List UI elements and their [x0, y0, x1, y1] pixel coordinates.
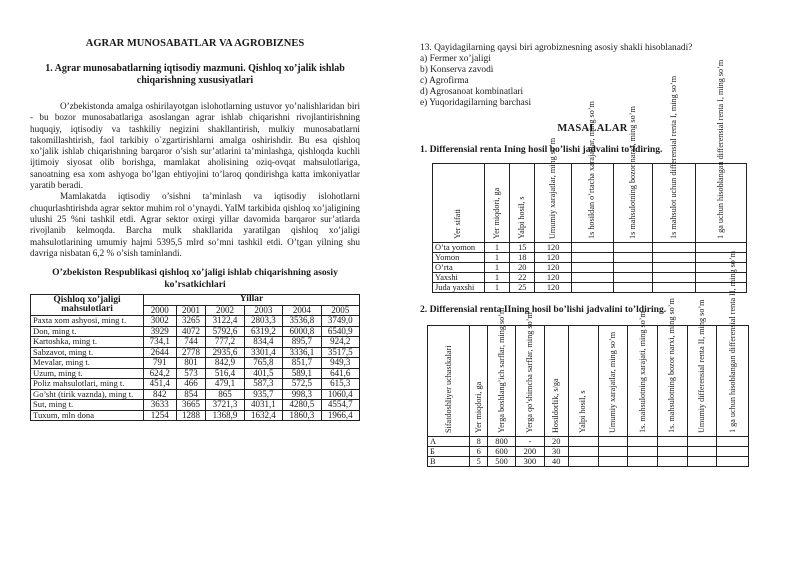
product-name: Poliz mahsulotlari, ming t.: [31, 379, 144, 390]
value-cell: 15: [510, 243, 535, 253]
value-cell: [687, 457, 717, 467]
value-cell: [613, 263, 653, 273]
column-header-label: 1s hosildan o’rtacha xarajatlar, ming so’m: [587, 101, 597, 239]
value-cell: 4031,1: [244, 400, 282, 411]
row-label: A: [428, 437, 470, 447]
quiz-option: a) Fermer xo’jaligi: [420, 54, 491, 64]
value-cell: 572,5: [283, 379, 321, 390]
year-cell: 2001: [176, 305, 206, 316]
value-cell: 4554,7: [321, 400, 359, 411]
value-cell: [628, 457, 658, 467]
table-row: [433, 253, 747, 263]
column-header-label: Yer sifati: [453, 209, 463, 239]
year-cell: 2000: [144, 305, 177, 316]
table-row: [31, 326, 360, 337]
value-cell: 1254: [144, 410, 177, 421]
value-cell: 1060,4: [321, 389, 359, 400]
value-cell: 641,6: [321, 368, 359, 379]
value-cell: 5792,6: [206, 326, 244, 337]
value-cell: [613, 283, 653, 293]
table-row: [31, 379, 360, 390]
value-cell: [696, 243, 747, 253]
paragraph-growth: Mamlakatda iqtisodiy o’sishni ta’minlash va iqtisodiy islohotlarni chuqurlashtirishda agrar sektor muhim rol o’ynaydi. YaIM tarkibida qishloq xo’jaligining ulushi 25 %ni tashkil etdi. Agrar sektor oxirgi yillar davomida barqaror sur’atlarda rivojlanib kelmoqda. Barcha mulk shakllarida yaratilgan qishloq xo’jaligi mahsulotlarining umumiy hajmi 5395,5 mlrd so’mni tashkil etdi. O’tgan yilning shu davriga nisbatan 6,2 % o’sish taminlandi.: [30, 191, 360, 258]
value-cell: 20: [544, 437, 568, 447]
value-cell: 895,7: [283, 337, 321, 348]
header-row: [433, 164, 747, 243]
value-cell: 20: [510, 263, 535, 273]
value-cell: 1632,4: [244, 410, 282, 421]
left-column: [30, 38, 360, 421]
document-title: AGRAR MUNOSABATLAR VA AGROBIZNES: [85, 38, 305, 49]
value-cell: [568, 457, 598, 467]
value-cell: 1: [484, 243, 509, 253]
value-cell: 744: [176, 337, 206, 348]
column-header-label: Umumiy xarajatlar, ming so’m: [548, 137, 558, 239]
value-cell: [687, 447, 717, 457]
value-cell: 3517,5: [321, 347, 359, 358]
value-cell: [571, 263, 613, 273]
value-cell: [653, 273, 696, 283]
column-header: [428, 326, 470, 437]
value-cell: 851,7: [283, 358, 321, 369]
table-row: [31, 400, 360, 411]
production-table-body: [31, 316, 360, 421]
row-label: Yomon: [433, 253, 485, 263]
value-cell: 998,3: [283, 389, 321, 400]
value-cell: 1368,9: [206, 410, 244, 421]
value-cell: 1: [484, 273, 509, 283]
column-header: [484, 164, 509, 243]
task1-title: 1. Differensial renta Ining hosil bo’lishi jadvalini to’ldiring.: [420, 144, 663, 155]
value-cell: 834,4: [244, 337, 282, 348]
value-cell: [696, 263, 747, 273]
column-header: [544, 326, 568, 437]
value-cell: 734,1: [144, 337, 177, 348]
value-cell: 3633: [144, 400, 177, 411]
table-row: [433, 283, 747, 293]
column-header: [696, 59, 747, 243]
value-cell: [696, 253, 747, 263]
row-label: O’ta yomon: [433, 243, 485, 253]
table-row: [433, 243, 747, 253]
value-cell: [657, 447, 687, 457]
year-cell: 2004: [283, 305, 321, 316]
value-cell: 5: [470, 457, 487, 467]
value-cell: 624,2: [144, 368, 177, 379]
value-cell: 1: [484, 283, 509, 293]
value-cell: 3749,0: [321, 316, 359, 327]
value-cell: [657, 457, 687, 467]
value-cell: 3536,8: [283, 316, 321, 327]
value-cell: 6000,8: [283, 326, 321, 337]
value-cell: 600: [487, 447, 515, 457]
value-cell: [717, 437, 749, 447]
column-header-label: Yer miqdori, ga: [473, 381, 483, 433]
value-cell: 854: [176, 389, 206, 400]
quiz-option: d) Agrosanoat kombinatlari: [420, 87, 524, 97]
value-cell: 120: [535, 253, 571, 263]
value-cell: 8: [470, 437, 487, 447]
column-header: [653, 75, 696, 243]
right-column: [420, 43, 765, 467]
value-cell: 6: [470, 447, 487, 457]
row-label: O’rta: [433, 263, 485, 273]
value-cell: 3122,4: [206, 316, 244, 327]
value-cell: 800: [487, 437, 515, 447]
value-cell: -: [516, 437, 544, 447]
value-cell: 2644: [144, 347, 177, 358]
column-header-label: 1 ga uchun hisoblangan differensial renta I, ming so’m: [716, 59, 726, 239]
column-header: [568, 326, 598, 437]
value-cell: 1: [484, 263, 509, 273]
value-cell: 466: [176, 379, 206, 390]
quiz-option: c) Agrofirma: [420, 76, 469, 86]
column-header: [613, 106, 653, 243]
section-title: 1. Agrar munosabatlarning iqtisodiy mazmuni. Qishloq xo’jalik ishlab chiqarishning xususiyatlari: [45, 63, 345, 86]
value-cell: 3721,3: [206, 400, 244, 411]
value-cell: 587,3: [244, 379, 282, 390]
value-cell: 516,4: [206, 368, 244, 379]
column-header: [687, 299, 717, 437]
value-cell: 200: [516, 447, 544, 457]
value-cell: [628, 437, 658, 447]
value-cell: 2778: [176, 347, 206, 358]
table-row: [31, 337, 360, 348]
value-cell: [598, 447, 628, 457]
table-row: [428, 447, 749, 457]
paragraph-intro: O’zbekistonda amalga oshirilayotgan islohotlarning ustuvor yo’nalishlaridan biri - bu bozor munosabatlariga asoslangan agrar ishlab chiqarishni rivojlantirishning huquqiy, iqtisodiy va tashkiliy negizini shakllantirish, mulkiy munosabatlarni takomillashtirish, faol tarkibiy o`zgartirishlarni amalga oshirishdir. Bu esa qishloq xo’jalik ishlab chiqarishning barqaror o’sish sur’atlarini ta’minlashga, qishloqda kuchli ijtimoiy siyosat olib borishga, mamlakat aholisining oziq-ovqat mahsulotlariga, sanoatning esa xom ashyoga bo’lgan ehtiyojini to’laroq qondirishga katta imkoniyatlar yaratib beradi.: [30, 101, 360, 191]
value-cell: 615,3: [321, 379, 359, 390]
value-cell: 120: [535, 283, 571, 293]
value-cell: [687, 437, 717, 447]
task2-title: 2. Differensial renta IIning hosil bo’lishi jadvalini to’ldiring.: [420, 304, 667, 315]
value-cell: 3929: [144, 326, 177, 337]
year-cell: 2005: [321, 305, 359, 316]
product-header: Qishloq xo’jaligi mahsulotlari: [31, 295, 144, 316]
value-cell: 120: [535, 243, 571, 253]
column-header-label: Yalpi hosil, s: [517, 196, 527, 239]
value-cell: [628, 447, 658, 457]
value-cell: 401,5: [244, 368, 282, 379]
value-cell: [657, 437, 687, 447]
column-header-label: 1s mahsulotning bozor narxi, ming so’m: [627, 106, 637, 239]
value-cell: 1: [484, 253, 509, 263]
value-cell: [717, 447, 749, 457]
value-cell: 801: [176, 358, 206, 369]
row-label: Juda yaxshi: [433, 283, 485, 293]
column-header-label: Yerga boshlang’ich sarflar, ming so’m: [496, 307, 506, 433]
column-header: [487, 307, 515, 437]
value-cell: 777,2: [206, 337, 244, 348]
value-cell: [598, 457, 628, 467]
value-cell: 791: [144, 358, 177, 369]
column-header: [510, 164, 535, 243]
column-header-label: 1 ga uchun hisoblangan differensial renta II, ming so’m: [727, 251, 737, 433]
table-row: [31, 316, 360, 327]
quiz-question: 13. Qayidagilarning qaysi biri agrobiznesning asosiy shakli hisoblanadi?: [420, 43, 693, 53]
table-row: [428, 457, 749, 467]
value-cell: 120: [535, 273, 571, 283]
value-cell: 935,7: [244, 389, 282, 400]
column-header-label: Yerga qo’shimcha sarflar, ming so’m: [524, 312, 534, 433]
value-cell: [613, 273, 653, 283]
value-cell: [571, 273, 613, 283]
value-cell: 40: [544, 457, 568, 467]
value-cell: 479,1: [206, 379, 244, 390]
value-cell: 120: [535, 263, 571, 273]
value-cell: 1860,3: [283, 410, 321, 421]
value-cell: 842,9: [206, 358, 244, 369]
column-header: [657, 298, 687, 437]
product-name: Go’sht (tirik vaznda), ming t.: [31, 389, 144, 400]
header-row: [428, 326, 749, 437]
value-cell: 3336,1: [283, 347, 321, 358]
problems-heading: MASALALAR: [557, 123, 628, 134]
product-name: Sut, ming t.: [31, 400, 144, 411]
value-cell: 1966,4: [321, 410, 359, 421]
year-cell: 2002: [206, 305, 244, 316]
value-cell: [653, 243, 696, 253]
column-header: [598, 326, 628, 437]
value-cell: [696, 283, 747, 293]
value-cell: 842: [144, 389, 177, 400]
table-row: [31, 389, 360, 400]
value-cell: 2803,3: [244, 316, 282, 327]
product-name: Kartoshka, ming t.: [31, 337, 144, 348]
year-cell: 2003: [244, 305, 282, 316]
value-cell: [613, 243, 653, 253]
table-row: [31, 358, 360, 369]
value-cell: 30: [544, 447, 568, 457]
value-cell: 3002: [144, 316, 177, 327]
column-header: [470, 326, 487, 437]
value-cell: [653, 263, 696, 273]
product-name: Mevalar, ming t.: [31, 358, 144, 369]
product-name: Paxta xom ashyosi, ming t.: [31, 316, 144, 327]
value-cell: [568, 447, 598, 457]
product-name: Sabzavot, ming t.: [31, 347, 144, 358]
value-cell: 500: [487, 457, 515, 467]
value-cell: [571, 243, 613, 253]
value-cell: [571, 283, 613, 293]
table-row: [31, 368, 360, 379]
column-header: [535, 137, 571, 243]
value-cell: 4280,5: [283, 400, 321, 411]
column-header: [717, 251, 749, 437]
value-cell: [653, 283, 696, 293]
value-cell: 6319,2: [244, 326, 282, 337]
product-name: Tuxum, mln dona: [31, 410, 144, 421]
value-cell: 765,8: [244, 358, 282, 369]
column-header-label: Sifatdoshliyer uchastkalari: [443, 345, 453, 433]
value-cell: 3265: [176, 316, 206, 327]
value-cell: [613, 253, 653, 263]
value-cell: 1288: [176, 410, 206, 421]
value-cell: [653, 253, 696, 263]
value-cell: 451,4: [144, 379, 177, 390]
value-cell: [568, 437, 598, 447]
column-header-label: Yalpi hosil, s: [578, 390, 588, 433]
value-cell: 865: [206, 389, 244, 400]
value-cell: 4072: [176, 326, 206, 337]
value-cell: 22: [510, 273, 535, 283]
table-row: [31, 410, 360, 421]
value-cell: [571, 253, 613, 263]
product-name: Don, ming t.: [31, 326, 144, 337]
column-header: [628, 311, 658, 437]
value-cell: 6540,9: [321, 326, 359, 337]
value-cell: [696, 273, 747, 283]
value-cell: 300: [516, 457, 544, 467]
value-cell: [598, 437, 628, 447]
table-row: [428, 437, 749, 447]
value-cell: 949,3: [321, 358, 359, 369]
row-label: Yaxshi: [433, 273, 485, 283]
product-name: Uzum, ming t.: [31, 368, 144, 379]
value-cell: 3665: [176, 400, 206, 411]
production-table-title: O’zbekiston Respublikasi qishloq xo’jaligi ishlab chiqarishning asosiy ko’rsatkichlari: [52, 267, 338, 290]
value-cell: 589,1: [283, 368, 321, 379]
column-header: [516, 312, 544, 437]
table-row: [433, 263, 747, 273]
column-header-label: Yer miqdori, ga: [491, 187, 501, 239]
value-cell: 3301,4: [244, 347, 282, 358]
column-header-label: 1s mahsulot uchun differensial renta I, ming so’m: [669, 75, 679, 239]
column-header: [433, 164, 485, 243]
column-header-label: 1s. mahsulotning bozor narxi, ming so’m: [667, 298, 677, 433]
table-row: [433, 273, 747, 283]
value-cell: [717, 457, 749, 467]
column-header-label: Hosildorlik, s/ga: [551, 378, 561, 433]
column-header-label: Umumiy xarajatlar, ming so’m: [607, 331, 617, 433]
value-cell: 25: [510, 283, 535, 293]
row-label: B: [428, 457, 470, 467]
years-header: Yillar: [144, 295, 360, 306]
row-label: Б: [428, 447, 470, 457]
value-cell: 924,2: [321, 337, 359, 348]
quiz-option: b) Konserva zavodi: [420, 65, 494, 75]
table-row: [31, 347, 360, 358]
value-cell: 18: [510, 253, 535, 263]
column-header-label: Umumiy differensial renta II, ming so’m: [696, 299, 706, 433]
value-cell: 573: [176, 368, 206, 379]
column-header-label: 1s. mahsulotning xarajati, ming so’m: [637, 311, 647, 433]
quiz-option: e) Yuqoridagilarning barchasi: [420, 98, 532, 108]
value-cell: 2935,6: [206, 347, 244, 358]
production-table: [30, 294, 360, 421]
